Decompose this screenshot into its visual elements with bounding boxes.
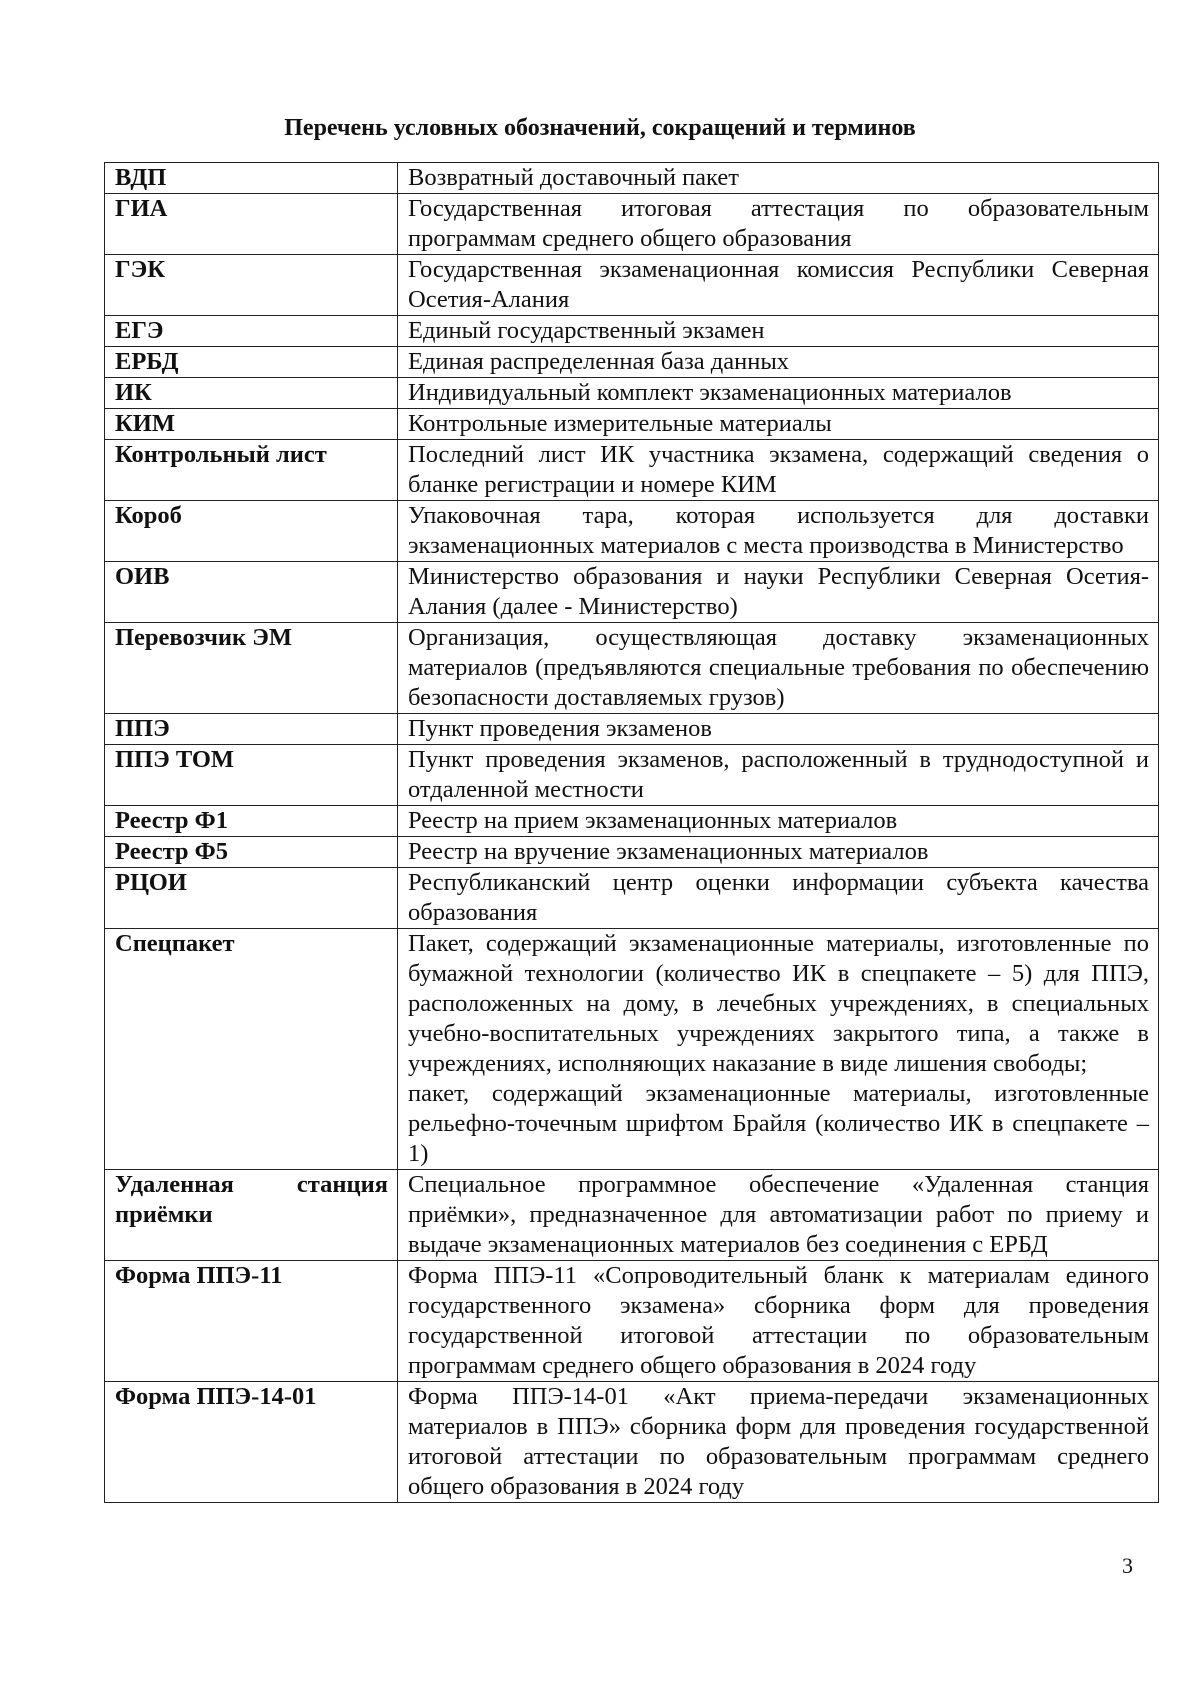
table-row bbox=[105, 1170, 1159, 1261]
page-title: Перечень условных обозначений, сокращений и терминов bbox=[284, 115, 916, 141]
definition-cell: Государственная экзаменационная комиссия Республики Северная Осетия-Алания bbox=[398, 255, 1159, 316]
table-row bbox=[105, 1261, 1159, 1382]
table-row bbox=[105, 623, 1159, 714]
definition-cell: Реестр на вручение экзаменационных материалов bbox=[398, 837, 1159, 868]
term-cell: Спецпакет bbox=[105, 929, 398, 1170]
term-cell: ИК bbox=[105, 378, 398, 409]
term-cell: ППЭ bbox=[105, 714, 398, 745]
definition-cell: Государственная итоговая аттестация по образовательным программам среднего общего образования bbox=[398, 194, 1159, 255]
definition-cell: Единый государственный экзамен bbox=[398, 316, 1159, 347]
table-row bbox=[105, 714, 1159, 745]
table-row bbox=[105, 316, 1159, 347]
definition-paragraph: пакет, содержащий экзаменационные материалы, изготовленные рельефно-точечным шрифтом Брайля (количество ИК в спецпакете – 1) bbox=[408, 1080, 1149, 1167]
definition-cell: Пункт проведения экзаменов bbox=[398, 714, 1159, 745]
definition-cell: Республиканский центр оценки информации субъекта качества образования bbox=[398, 868, 1159, 929]
definition-cell: Контрольные измерительные материалы bbox=[398, 409, 1159, 440]
definition-cell: Министерство образования и науки Республики Северная Осетия-Алания (далее - Министерство) bbox=[398, 562, 1159, 623]
term-cell: КИМ bbox=[105, 409, 398, 440]
definition-paragraph: Пакет, содержащий экзаменационные материалы, изготовленные по бумажной технологии (количество ИК в спецпакете – 5) для ППЭ, расположенных на дому, в лечебных учреждениях, в специальных учебно-воспитательных учреждениях закрытого типа, а также в учреждениях, исполняющих наказание в виде лишения свободы; bbox=[408, 930, 1149, 1077]
glossary-table bbox=[104, 162, 1159, 1503]
definition-cell: Специальное программное обеспечение «Удаленная станция приёмки», предназначенное для автоматизации работ по приему и выдаче экзаменационных материалов без соединения с ЕРБД bbox=[398, 1170, 1159, 1261]
definition-cell: Форма ППЭ-11 «Сопроводительный бланк к материалам единого государственного экзамена» сборника форм для проведения государственной итоговой аттестации по образовательным программам среднего общего образования в 2024 году bbox=[398, 1261, 1159, 1382]
term-cell: Короб bbox=[105, 501, 398, 562]
definition-cell: Упаковочная тара, которая используется для доставки экзаменационных материалов с места производства в Министерство bbox=[398, 501, 1159, 562]
term-cell: ЕГЭ bbox=[105, 316, 398, 347]
term-cell: ЕРБД bbox=[105, 347, 398, 378]
term-cell: ОИВ bbox=[105, 562, 398, 623]
table-row bbox=[105, 255, 1159, 316]
definition-cell: Организация, осуществляющая доставку экзаменационных материалов (предъявляются специальные требования по обеспечению безопасности доставляемых грузов) bbox=[398, 623, 1159, 714]
table-row bbox=[105, 501, 1159, 562]
term-cell: Удаленная станция приёмки bbox=[105, 1170, 398, 1261]
definition-cell: Последний лист ИК участника экзамена, содержащий сведения о бланке регистрации и номере КИМ bbox=[398, 440, 1159, 501]
table-row bbox=[105, 194, 1159, 255]
definition-cell: Индивидуальный комплект экзаменационных материалов bbox=[398, 378, 1159, 409]
term-cell: Форма ППЭ-14-01 bbox=[105, 1382, 398, 1503]
table-row bbox=[105, 378, 1159, 409]
table-row bbox=[105, 347, 1159, 378]
table-row bbox=[105, 1382, 1159, 1503]
term-cell: Реестр Ф1 bbox=[105, 806, 398, 837]
definition-cell: Форма ППЭ-14-01 «Акт приема-передачи экзаменационных материалов в ППЭ» сборника форм для проведения государственной итоговой аттестации по образовательным программам среднего общего образования в 2024 году bbox=[398, 1382, 1159, 1503]
definition-cell: Пункт проведения экзаменов, расположенный в труднодоступной и отдаленной местности bbox=[398, 745, 1159, 806]
term-cell: Перевозчик ЭМ bbox=[105, 623, 398, 714]
definition-cell bbox=[398, 929, 1159, 1170]
definition-cell: Реестр на прием экзаменационных материалов bbox=[398, 806, 1159, 837]
term-cell: ВДП bbox=[105, 163, 398, 194]
term-cell: Форма ППЭ-11 bbox=[105, 1261, 398, 1382]
definition-cell: Единая распределенная база данных bbox=[398, 347, 1159, 378]
table-row bbox=[105, 806, 1159, 837]
table-row bbox=[105, 837, 1159, 868]
definition-cell: Возвратный доставочный пакет bbox=[398, 163, 1159, 194]
table-row bbox=[105, 409, 1159, 440]
table-row bbox=[105, 745, 1159, 806]
table-row bbox=[105, 440, 1159, 501]
page-number: 3 bbox=[1122, 1553, 1133, 1578]
term-cell: Контрольный лист bbox=[105, 440, 398, 501]
term-cell: ППЭ ТОМ bbox=[105, 745, 398, 806]
table-row bbox=[105, 868, 1159, 929]
table-row bbox=[105, 929, 1159, 1170]
term-cell: ГЭК bbox=[105, 255, 398, 316]
term-cell: Реестр Ф5 bbox=[105, 837, 398, 868]
table-row bbox=[105, 562, 1159, 623]
term-cell: ГИА bbox=[105, 194, 398, 255]
table-row bbox=[105, 163, 1159, 194]
term-cell: РЦОИ bbox=[105, 868, 398, 929]
